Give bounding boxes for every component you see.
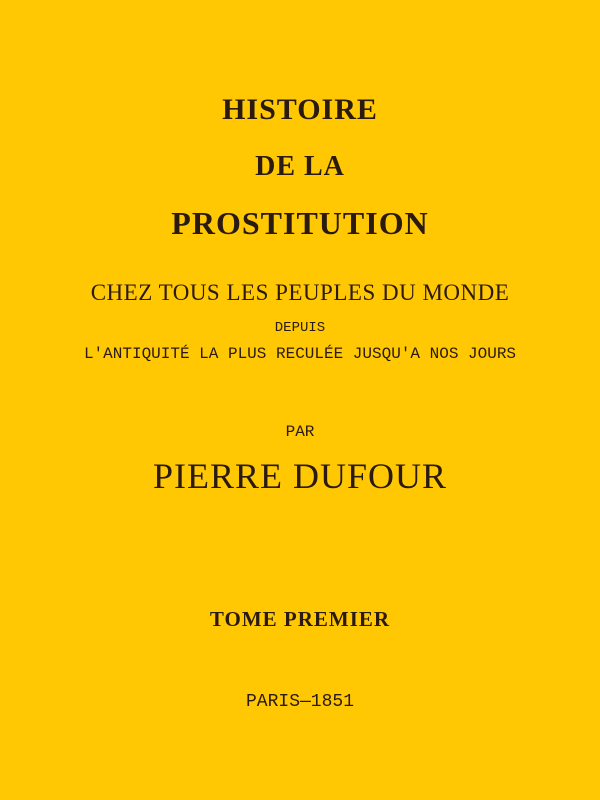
author-name: PIERRE DUFOUR	[152, 456, 448, 496]
title-line-2: DE LA	[255, 151, 345, 182]
subtitle-line-3: L'ANTIQUITÉ LA PLUS RECULÉE JUSQU'A NOS JOURS	[83, 345, 517, 363]
byline: PAR	[285, 423, 315, 441]
subtitle-line-2: DEPUIS	[274, 320, 326, 336]
title-line-3: PROSTITUTION	[171, 205, 429, 241]
volume-label: TOME PREMIER	[209, 607, 391, 631]
title-line-1: HISTOIRE	[222, 93, 378, 126]
imprint-place-year: PARIS—1851	[245, 692, 355, 712]
subtitle-line-1: CHEZ TOUS LES PEUPLES DU MONDE	[90, 280, 510, 305]
